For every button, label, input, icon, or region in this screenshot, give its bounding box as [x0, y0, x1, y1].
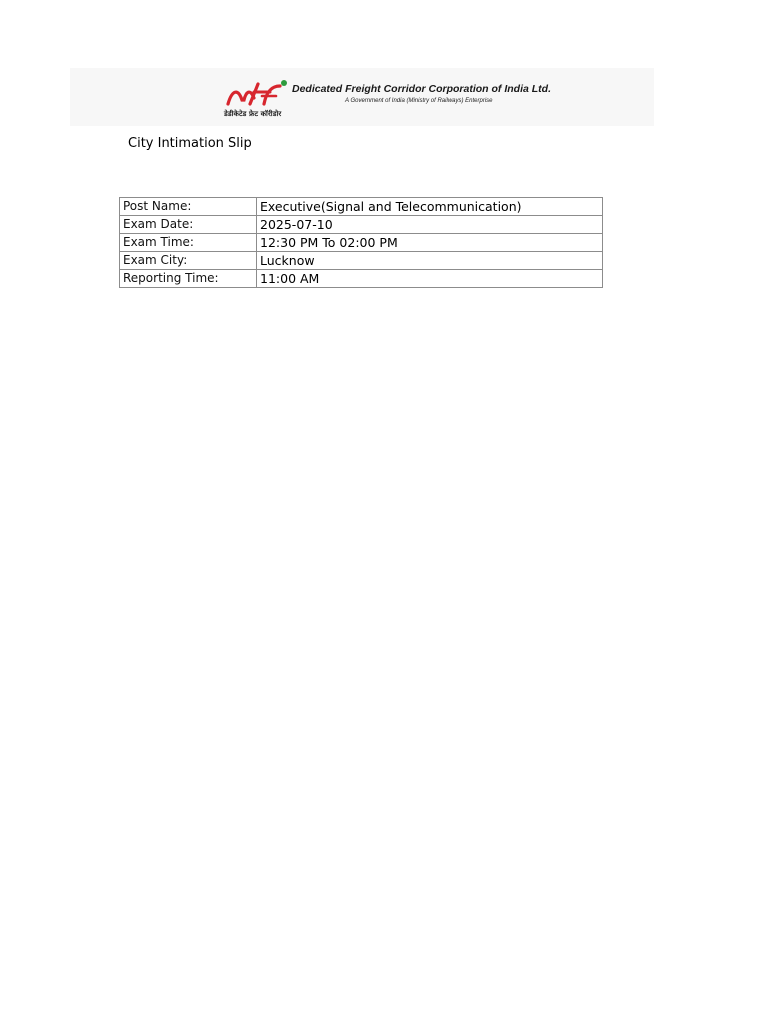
- organization-name: Dedicated Freight Corridor Corporation of India Ltd.: [292, 83, 551, 95]
- dfccil-logo-icon: [224, 78, 290, 110]
- table-row-exam-date: [120, 216, 603, 234]
- table-row-reporting-time: [120, 270, 603, 288]
- exam-time-label: Exam Time:: [120, 234, 257, 252]
- table-row-exam-time: [120, 234, 603, 252]
- exam-date-value: 2025-07-10: [257, 216, 603, 234]
- exam-details-table: [119, 197, 603, 288]
- logo-hindi-text: डेडीकेटेड फ्रेट कॉरीडोर: [224, 110, 282, 118]
- post-name-value: Executive(Signal and Telecommunication): [257, 198, 603, 216]
- reporting-time-label: Reporting Time:: [120, 270, 257, 288]
- organization-subtitle: A Government of India (Ministry of Railways) Enterprise: [345, 98, 493, 104]
- exam-city-value: Lucknow: [257, 252, 603, 270]
- dfccil-logo: [224, 78, 290, 126]
- table-row-exam-city: [120, 252, 603, 270]
- table-row-post-name: [120, 198, 603, 216]
- reporting-time-value: 11:00 AM: [257, 270, 603, 288]
- exam-city-label: Exam City:: [120, 252, 257, 270]
- exam-time-value: 12:30 PM To 02:00 PM: [257, 234, 603, 252]
- page-title: City Intimation Slip: [128, 136, 252, 151]
- post-name-label: Post Name:: [120, 198, 257, 216]
- exam-date-label: Exam Date:: [120, 216, 257, 234]
- header-banner: [70, 68, 654, 126]
